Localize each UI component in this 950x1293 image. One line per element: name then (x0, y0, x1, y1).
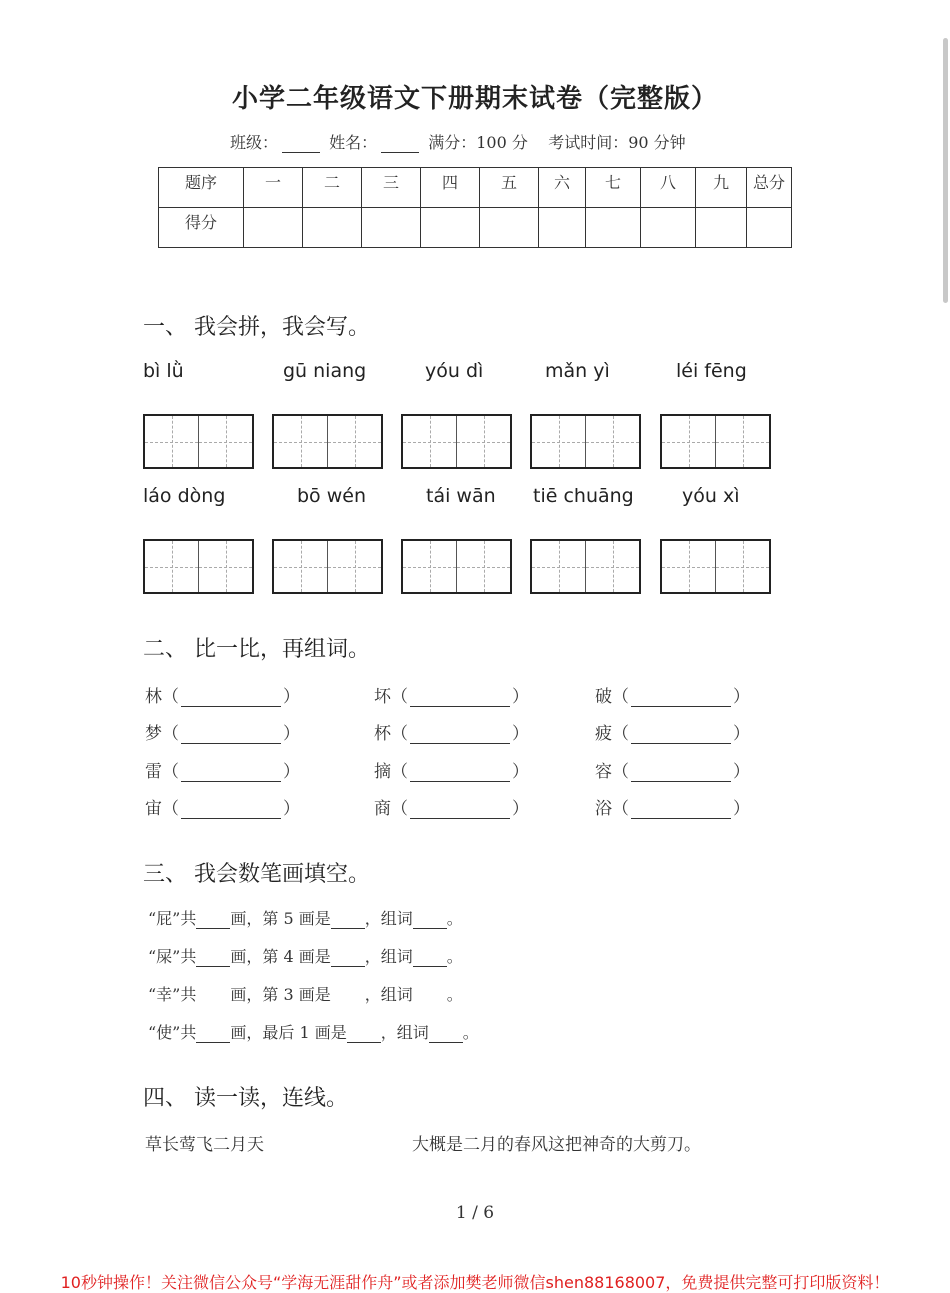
pinyin-item: tiē chuāng (533, 485, 634, 507)
exam-info (230, 130, 686, 153)
word-compose-item: 林（ ） (145, 687, 300, 707)
score-header-cell: 五 (480, 168, 539, 208)
match-left-item[interactable]: 草长莺飞二月天 (145, 1135, 264, 1155)
pinyin-item: tái wān (426, 485, 496, 507)
score-cell[interactable] (244, 208, 303, 248)
stroke-question: “屎”共 画，第 4 画是 ，组词 。 (148, 947, 463, 966)
section3-title: 三、 我会数笔画填空。 (143, 862, 370, 887)
match-right-item[interactable]: 大概是二月的春风这把神奇的大剪刀。 (412, 1135, 701, 1155)
score-table-score-row (159, 208, 792, 248)
score-cell[interactable] (747, 208, 792, 248)
full-score: 满分：100 分 (428, 133, 528, 152)
pinyin-item: bì lǜ (143, 360, 184, 382)
name-label: 姓名： (329, 133, 378, 152)
score-header-cell: 八 (641, 168, 696, 208)
score-header-cell: 总分 (747, 168, 792, 208)
score-header-cell: 二 (303, 168, 362, 208)
section1-title: 一、 我会拼，我会写。 (143, 315, 370, 340)
writing-grid[interactable] (401, 539, 512, 594)
word-compose-item: 破（ ） (595, 687, 750, 707)
writing-grid[interactable] (401, 414, 512, 469)
pinyin-item: léi fēng (676, 360, 747, 382)
word-compose-item: 疲（ ） (595, 724, 750, 744)
writing-grid[interactable] (530, 539, 641, 594)
word-compose-item: 商（ ） (374, 799, 529, 819)
stroke-question: “幸”共 画，第 3 画是 ，组词 。 (148, 985, 463, 1004)
score-cell[interactable] (586, 208, 641, 248)
score-table (158, 167, 792, 248)
class-label: 班级： (230, 133, 279, 152)
class-blank[interactable] (282, 134, 320, 153)
stroke-question: “使”共 画，最后 1 画是 ，组词 。 (148, 1023, 479, 1042)
writing-grid[interactable] (272, 539, 383, 594)
word-compose-item: 雷（ ） (145, 762, 300, 782)
score-header-cell: 九 (696, 168, 747, 208)
pinyin-item: mǎn yì (545, 360, 610, 382)
word-compose-item: 梦（ ） (145, 724, 300, 744)
word-compose-item: 容（ ） (595, 762, 750, 782)
score-row-label: 得分 (159, 208, 244, 248)
word-compose-item: 浴（ ） (595, 799, 750, 819)
section4-title: 四、 读一读，连线。 (143, 1086, 348, 1111)
word-compose-item: 坏（ ） (374, 687, 529, 707)
score-header-cell: 三 (362, 168, 421, 208)
pinyin-item: yóu dì (425, 360, 484, 382)
score-cell[interactable] (480, 208, 539, 248)
writing-grid[interactable] (272, 414, 383, 469)
pinyin-item: gū niang (283, 360, 367, 382)
score-cell[interactable] (421, 208, 480, 248)
page-title: 小学二年级语文下册期末试卷（完整版） (231, 84, 718, 114)
writing-grid[interactable] (660, 414, 771, 469)
page-number: 1 / 6 (455, 1203, 495, 1223)
stroke-question: “屁”共 画，第 5 画是 ，组词 。 (148, 909, 463, 928)
writing-grid[interactable] (530, 414, 641, 469)
score-cell[interactable] (641, 208, 696, 248)
word-compose-item: 摘（ ） (374, 762, 529, 782)
score-header-cell: 六 (539, 168, 586, 208)
pinyin-item: yóu xì (682, 485, 740, 507)
score-header-cell: 七 (586, 168, 641, 208)
promo-footer: 10秒钟操作！关注微信公众号“学海无涯甜作舟”或者添加樊老师微信shen88168007，免费提供完整可打印版资料！ (60, 1273, 890, 1292)
pinyin-item: bō wén (297, 485, 366, 507)
score-cell[interactable] (696, 208, 747, 248)
exam-time: 考试时间：90 分钟 (548, 133, 686, 152)
score-cell[interactable] (539, 208, 586, 248)
section2-title: 二、 比一比，再组词。 (143, 637, 370, 662)
score-header-cell: 题序 (159, 168, 244, 208)
score-cell[interactable] (303, 208, 362, 248)
scrollbar[interactable] (943, 38, 948, 303)
score-cell[interactable] (362, 208, 421, 248)
score-table-header-row (159, 168, 792, 208)
name-blank[interactable] (381, 134, 419, 153)
score-header-cell: 一 (244, 168, 303, 208)
pinyin-item: láo dòng (143, 485, 226, 507)
word-compose-item: 杯（ ） (374, 724, 529, 744)
word-compose-item: 宙（ ） (145, 799, 300, 819)
writing-grid[interactable] (660, 539, 771, 594)
score-header-cell: 四 (421, 168, 480, 208)
writing-grid[interactable] (143, 414, 254, 469)
writing-grid[interactable] (143, 539, 254, 594)
